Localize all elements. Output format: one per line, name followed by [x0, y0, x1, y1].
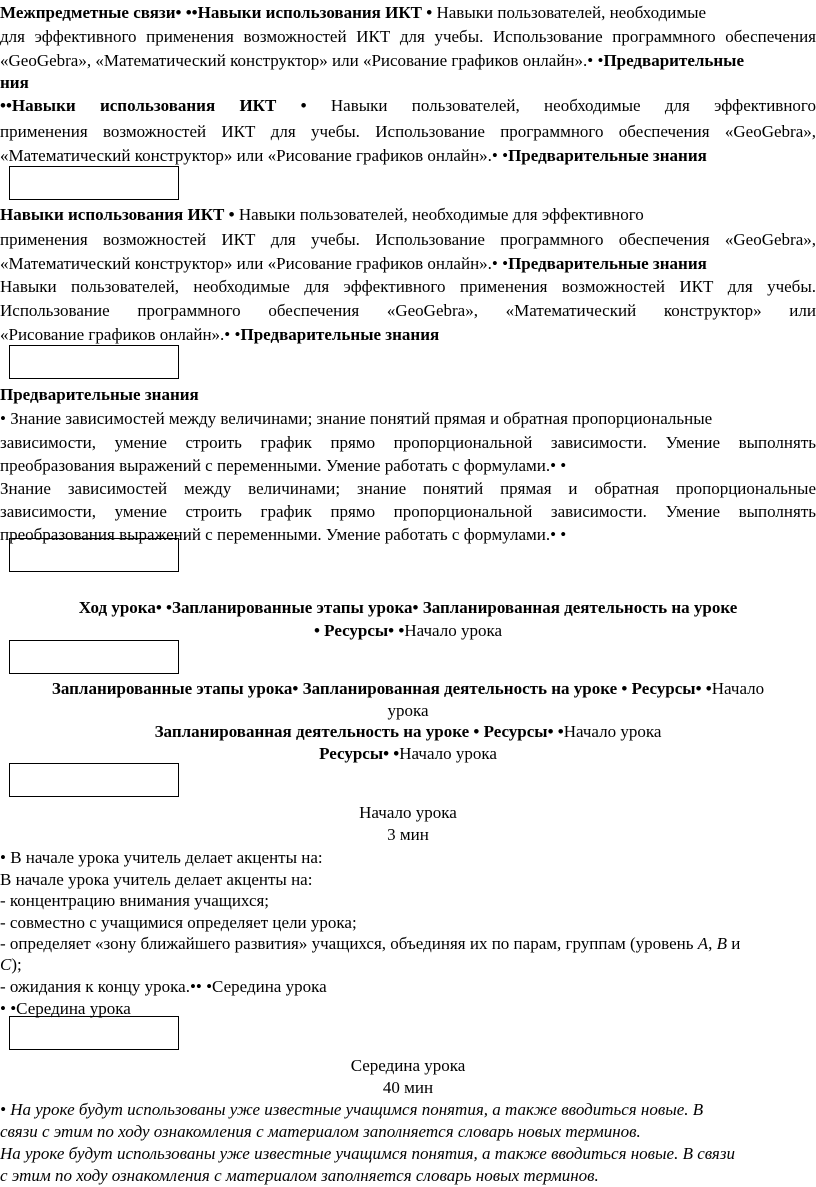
text-line: На уроке будут использованы уже известные учащимся понятия, а также вводиться новые. В связи — [0, 1144, 735, 1163]
text-line: Знание зависимостей между величинами; знание понятий прямая и обратная пропорциональные — [0, 479, 816, 498]
text-line: • В начале урока учитель делает акценты на: — [0, 848, 323, 867]
text-line — [0, 145, 816, 167]
empty-box — [9, 166, 179, 200]
text-bold: Ресурсы• • — [319, 744, 400, 763]
text-italic: C — [0, 955, 12, 974]
section-heading: Предварительные знания — [0, 385, 199, 404]
text-line: связи с этим по ходу ознакомления с материалом заполняется словарь новых терминов. — [0, 1122, 641, 1141]
text-line: зависимости, умение строить график прямо пропорциональной зависимости. Умение выполнять — [0, 433, 816, 452]
empty-box — [9, 345, 179, 379]
text-bold: ••Навыки использования ИКТ • — [0, 96, 331, 115]
text-normal: Начало — [711, 679, 765, 698]
text-normal: и — [727, 934, 741, 953]
text-line: зависимости, умение строить график прямо пропорциональной зависимости. Умение выполнять — [0, 502, 816, 521]
text-line: В начале урока учитель делает акценты на: — [0, 870, 313, 889]
section-heading: Ход урока• •Запланированные этапы урока• Запланированная деятельность на уроке — [78, 598, 738, 617]
text-line: - концентрацию внимания учащихся; — [0, 891, 270, 910]
text-bold: Предварительные знания — [508, 254, 707, 273]
text-normal: Навыки пользователей, необходимые для эффективного — [238, 205, 644, 224]
text-normal: , — [708, 934, 717, 953]
text-normal: «Математический конструктор» или «Рисование графиков онлайн».• • — [0, 254, 509, 273]
text-normal: «Математический конструктор» или «Рисование графиков онлайн».• • — [0, 146, 509, 165]
text-line: с этим по ходу ознакомления с материалом заполняется словарь новых терминов. — [0, 1166, 599, 1185]
text-line — [0, 204, 816, 226]
text-line: • Знание зависимостей между величинами; знание понятий прямая и обратная пропорциональные — [0, 409, 713, 428]
text-line: 3 мин — [387, 825, 429, 844]
text-bold: Навыки использования ИКТ • — [0, 205, 239, 224]
text-bold: Предварительные — [603, 51, 745, 70]
text-normal: - определяет «зону ближайшего развития» учащихся, объединяя их по парам, группам (уровень — [0, 934, 698, 953]
text-line: преобразования выражений с переменными. Умение работать с формулами.• • — [0, 525, 567, 544]
text-bold: Предварительные знания — [240, 325, 440, 344]
text-line: ния — [0, 73, 29, 92]
text-normal: Начало урока — [399, 744, 497, 763]
text-line — [0, 2, 816, 24]
text-line — [0, 253, 816, 275]
text-normal: «GeoGebra», «Математический конструктор» или «Рисование графиков онлайн».• • — [0, 51, 604, 70]
empty-box — [9, 1016, 179, 1050]
text-line: - ожидания к концу урока.•• •Середина урока — [0, 977, 327, 996]
text-line: • •Середина урока — [0, 999, 131, 1018]
text-line — [0, 678, 816, 700]
text-line: применения возможностей ИКТ для учебы. Использование программного обеспечения «GeoGebra», — [0, 122, 816, 141]
text-normal: ); — [11, 955, 22, 974]
text-line: для эффективного применения возможностей ИКТ для учебы. Использование программного обеспечения — [0, 27, 816, 46]
text-normal: Навыки пользователей, необходимые — [436, 3, 707, 22]
text-line — [0, 620, 816, 642]
text-line: Использование программного обеспечения «GeoGebra», «Математический конструктор» или — [0, 301, 816, 320]
empty-box — [9, 763, 179, 797]
text-line: 40 мин — [382, 1078, 434, 1097]
text-line — [0, 324, 816, 346]
text-line — [0, 50, 816, 72]
text-line — [0, 95, 816, 117]
text-line: Навыки пользователей, необходимые для эффективного применения возможностей ИКТ для учебы. — [0, 277, 816, 296]
text-line — [0, 743, 816, 765]
text-line: Начало урока — [359, 803, 457, 822]
text-normal: «Рисование графиков онлайн».• • — [0, 325, 241, 344]
text-normal: Начало урока — [404, 621, 503, 640]
text-line: урока — [387, 701, 429, 720]
text-bold: Запланированные этапы урока• Запланированная деятельность на уроке • Ресурсы• • — [51, 679, 712, 698]
text-bold: Межпредметные связи• ••Навыки использования ИКТ • — [0, 3, 437, 22]
text-bold: Запланированная деятельность на уроке • Ресурсы• • — [154, 722, 564, 741]
text-line: применения возможностей ИКТ для учебы. Использование программного обеспечения «GeoGebra», — [0, 230, 816, 249]
text-line — [0, 933, 816, 955]
text-normal: Начало урока — [563, 722, 662, 741]
text-italic: B — [716, 934, 728, 953]
text-line: Середина урока — [350, 1056, 466, 1075]
text-line — [0, 954, 816, 976]
text-line: - совместно с учащимися определяет цели урока; — [0, 913, 357, 932]
text-bold: • Ресурсы• • — [313, 621, 405, 640]
text-line: преобразования выражений с переменными. Умение работать с формулами.• • — [0, 456, 567, 475]
text-line — [0, 721, 816, 743]
text-line: • На уроке будут использованы уже известные учащимся понятия, а также вводиться новые. В — [0, 1100, 704, 1119]
text-normal: Навыки пользователей, необходимые для эффективного — [330, 96, 816, 115]
text-italic: A — [697, 934, 709, 953]
empty-box — [9, 640, 179, 674]
text-bold: Предварительные знания — [508, 146, 707, 165]
empty-box — [9, 538, 179, 572]
